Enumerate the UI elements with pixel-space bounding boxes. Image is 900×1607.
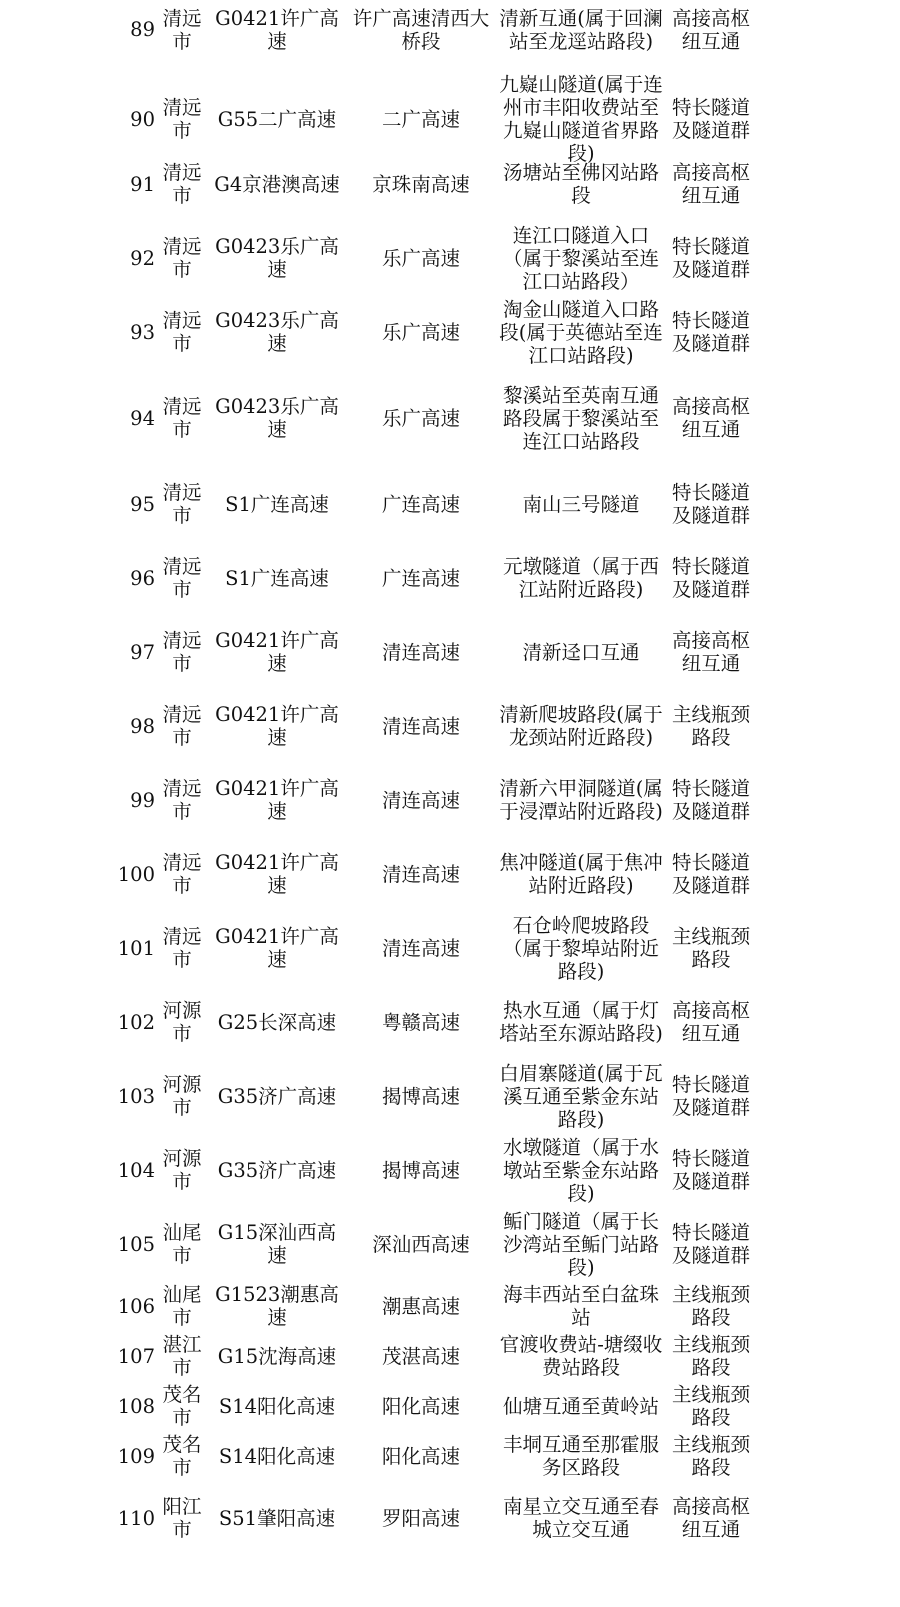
location-cell: 南星立交互通至春城立交互通 bbox=[502, 1495, 659, 1541]
location-cell: 清新六甲洞隧道(属于浸潭站附近路段) bbox=[499, 777, 663, 823]
section-cell: 阳化高速 bbox=[381, 1444, 460, 1468]
type-cell: 特长隧道及隧道群 bbox=[672, 309, 751, 355]
road-cell: G55二广高速 bbox=[217, 107, 337, 131]
location-cell: 清新互通(属于回澜站至龙逕站路段) bbox=[499, 6, 663, 53]
section-cell: 清连高速 bbox=[381, 640, 460, 664]
road-cell: G0421许广高速 bbox=[215, 851, 339, 897]
row-number: 109 bbox=[117, 1444, 155, 1468]
row-number: 96 bbox=[130, 566, 155, 590]
section-cell: 阳化高速 bbox=[381, 1394, 460, 1418]
row-number: 105 bbox=[117, 1232, 155, 1256]
location-cell: 焦冲隧道(属于焦冲站附近路段) bbox=[499, 851, 663, 897]
type-cell: 特长隧道及隧道群 bbox=[672, 1073, 751, 1119]
row-number: 97 bbox=[130, 640, 155, 664]
location-cell: 鲘门隧道（属于长沙湾站至鲘门站路段) bbox=[502, 1209, 659, 1279]
road-cell: G4京港澳高速 bbox=[214, 172, 340, 196]
row-number: 95 bbox=[130, 492, 155, 516]
table-row bbox=[0, 1207, 900, 1281]
section-cell: 揭博高速 bbox=[381, 1158, 460, 1182]
location-cell: 海丰西站至白盆珠站 bbox=[502, 1283, 659, 1329]
city-cell: 汕尾市 bbox=[162, 1221, 202, 1267]
city-cell: 清远市 bbox=[162, 309, 202, 355]
city-cell: 清远市 bbox=[162, 96, 202, 142]
section-cell: 二广高速 bbox=[381, 107, 460, 131]
table-row bbox=[0, 1481, 900, 1555]
city-cell: 阳江市 bbox=[162, 1495, 202, 1541]
location-cell: 热水互通（属于灯塔站至东源站路段) bbox=[499, 999, 663, 1045]
city-cell: 清远市 bbox=[162, 555, 202, 601]
location-cell: 南山三号隧道 bbox=[522, 492, 640, 516]
location-cell: 清新爬坡路段(属于龙颈站附近路段) bbox=[499, 703, 663, 749]
type-cell: 主线瓶颈路段 bbox=[672, 1433, 751, 1479]
row-number: 94 bbox=[130, 406, 155, 430]
type-cell: 高接高枢纽互通 bbox=[672, 161, 751, 207]
location-cell: 淘金山隧道入口路段(属于英德站至连江口站路段) bbox=[499, 297, 663, 367]
type-cell: 特长隧道及隧道群 bbox=[672, 235, 751, 281]
road-cell: G1523潮惠高速 bbox=[215, 1283, 339, 1329]
type-cell: 特长隧道及隧道群 bbox=[672, 1221, 751, 1267]
row-number: 108 bbox=[117, 1394, 155, 1418]
table-row bbox=[0, 1331, 900, 1381]
road-cell: G0421许广高速 bbox=[215, 925, 339, 971]
row-number: 99 bbox=[130, 788, 155, 812]
location-cell: 黎溪站至英南互通路段属于黎溪站至连江口站路段 bbox=[502, 383, 659, 453]
row-number: 101 bbox=[117, 936, 155, 960]
table-row bbox=[0, 1431, 900, 1481]
road-cell: G25长深高速 bbox=[217, 1010, 337, 1034]
section-cell: 揭博高速 bbox=[381, 1084, 460, 1108]
city-cell: 河源市 bbox=[162, 1147, 202, 1193]
section-cell: 潮惠高速 bbox=[381, 1294, 460, 1318]
road-cell: G0421许广高速 bbox=[215, 777, 339, 823]
road-cell: G0423乐广高速 bbox=[215, 309, 339, 355]
type-cell: 主线瓶颈路段 bbox=[672, 1333, 751, 1379]
city-cell: 汕尾市 bbox=[162, 1283, 202, 1329]
road-cell: S14阳化高速 bbox=[218, 1394, 336, 1418]
table-row bbox=[0, 763, 900, 837]
table-row bbox=[0, 0, 900, 73]
road-cell: S1广连高速 bbox=[225, 566, 329, 590]
road-cell: G35济广高速 bbox=[217, 1084, 337, 1108]
row-number: 107 bbox=[117, 1344, 155, 1368]
section-cell: 清连高速 bbox=[381, 714, 460, 738]
section-cell: 茂湛高速 bbox=[381, 1344, 460, 1368]
row-number: 102 bbox=[117, 1010, 155, 1034]
row-number: 104 bbox=[117, 1158, 155, 1182]
location-cell: 白眉寨隧道(属于瓦溪互通至紫金东站路段) bbox=[499, 1061, 663, 1131]
section-cell: 罗阳高速 bbox=[381, 1506, 460, 1530]
type-cell: 特长隧道及隧道群 bbox=[672, 481, 751, 527]
location-cell: 清新迳口互通 bbox=[522, 640, 640, 664]
row-number: 106 bbox=[117, 1294, 155, 1318]
row-number: 98 bbox=[130, 714, 155, 738]
table-row bbox=[0, 467, 900, 541]
city-cell: 清远市 bbox=[162, 925, 202, 971]
row-number: 90 bbox=[130, 107, 155, 131]
road-cell: G0421许广高速 bbox=[215, 629, 339, 675]
section-cell: 广连高速 bbox=[381, 566, 460, 590]
section-cell: 粤赣高速 bbox=[381, 1010, 460, 1034]
road-cell: G15沈海高速 bbox=[217, 1344, 337, 1368]
type-cell: 高接高枢纽互通 bbox=[672, 629, 751, 675]
section-cell: 清连高速 bbox=[381, 936, 460, 960]
row-number: 110 bbox=[117, 1506, 155, 1530]
city-cell: 清远市 bbox=[162, 629, 202, 675]
road-cell: S1广连高速 bbox=[225, 492, 329, 516]
road-cell: G0421许广高速 bbox=[215, 703, 339, 749]
type-cell: 特长隧道及隧道群 bbox=[672, 96, 751, 142]
section-cell: 清连高速 bbox=[381, 788, 460, 812]
road-cell: G0423乐广高速 bbox=[215, 395, 339, 441]
table-row bbox=[0, 73, 900, 165]
location-cell: 连江口隧道入口（属于黎溪站至连江口站路段） bbox=[502, 223, 659, 293]
city-cell: 清远市 bbox=[162, 395, 202, 441]
city-cell: 清远市 bbox=[162, 6, 202, 53]
road-cell: S14阳化高速 bbox=[218, 1444, 336, 1468]
type-cell: 特长隧道及隧道群 bbox=[672, 851, 751, 897]
location-cell: 汤塘站至佛冈站路段 bbox=[502, 161, 659, 207]
row-number: 100 bbox=[117, 862, 155, 886]
location-cell: 石仓岭爬坡路段（属于黎埠站附近路段) bbox=[502, 913, 659, 983]
type-cell: 高接高枢纽互通 bbox=[672, 395, 751, 441]
table-row bbox=[0, 221, 900, 295]
row-number: 91 bbox=[130, 172, 155, 196]
city-cell: 清远市 bbox=[162, 235, 202, 281]
city-cell: 茂名市 bbox=[162, 1383, 202, 1429]
location-cell: 官渡收费站-塘缀收费站路段 bbox=[499, 1333, 663, 1379]
city-cell: 河源市 bbox=[162, 999, 202, 1045]
table-row bbox=[0, 689, 900, 763]
section-cell: 乐广高速 bbox=[381, 246, 460, 270]
table-row bbox=[0, 369, 900, 467]
city-cell: 清远市 bbox=[162, 777, 202, 823]
type-cell: 主线瓶颈路段 bbox=[672, 1283, 751, 1329]
location-cell: 丰垌互通至那霍服务区路段 bbox=[502, 1433, 659, 1479]
table-row bbox=[0, 985, 900, 1059]
table-row bbox=[0, 1381, 900, 1431]
road-cell: G0423乐广高速 bbox=[215, 235, 339, 281]
row-number: 103 bbox=[117, 1084, 155, 1108]
type-cell: 特长隧道及隧道群 bbox=[672, 555, 751, 601]
city-cell: 清远市 bbox=[162, 851, 202, 897]
city-cell: 清远市 bbox=[162, 481, 202, 527]
table-row bbox=[0, 1133, 900, 1207]
city-cell: 清远市 bbox=[162, 161, 202, 207]
location-cell: 九嶷山隧道(属于连州市丰阳收费站至九嶷山隧道省界路段) bbox=[499, 73, 663, 165]
section-cell: 乐广高速 bbox=[381, 406, 460, 430]
location-cell: 元墩隧道（属于西江站附近路段) bbox=[502, 555, 659, 601]
type-cell: 高接高枢纽互通 bbox=[672, 1495, 751, 1541]
table-row bbox=[0, 837, 900, 911]
table-row bbox=[0, 1059, 900, 1133]
type-cell: 高接高枢纽互通 bbox=[672, 6, 751, 53]
city-cell: 清远市 bbox=[162, 703, 202, 749]
type-cell: 主线瓶颈路段 bbox=[672, 925, 751, 971]
road-cell: G0421许广高速 bbox=[215, 6, 339, 53]
table-row bbox=[0, 615, 900, 689]
section-cell: 许广高速清西大桥段 bbox=[352, 6, 490, 53]
section-cell: 广连高速 bbox=[381, 492, 460, 516]
type-cell: 特长隧道及隧道群 bbox=[672, 777, 751, 823]
type-cell: 特长隧道及隧道群 bbox=[672, 1147, 751, 1193]
row-number: 89 bbox=[130, 18, 155, 41]
type-cell: 高接高枢纽互通 bbox=[672, 999, 751, 1045]
type-cell: 主线瓶颈路段 bbox=[672, 1383, 751, 1429]
row-number: 93 bbox=[130, 320, 155, 344]
city-cell: 河源市 bbox=[162, 1073, 202, 1119]
city-cell: 茂名市 bbox=[162, 1433, 202, 1479]
road-cell: G35济广高速 bbox=[217, 1158, 337, 1182]
row-number: 92 bbox=[130, 246, 155, 270]
table-row bbox=[0, 541, 900, 615]
section-cell: 深汕西高速 bbox=[372, 1232, 470, 1256]
road-cell: G15深汕西高速 bbox=[217, 1221, 337, 1267]
city-cell: 湛江市 bbox=[162, 1333, 202, 1379]
section-cell: 清连高速 bbox=[381, 862, 460, 886]
section-cell: 京珠南高速 bbox=[372, 172, 470, 196]
table-row bbox=[0, 147, 900, 221]
road-cell: S51肇阳高速 bbox=[218, 1506, 336, 1530]
section-cell: 乐广高速 bbox=[381, 320, 460, 344]
table-row bbox=[0, 295, 900, 369]
location-cell: 仙塘互通至黄岭站 bbox=[502, 1394, 659, 1418]
location-cell: 水墩隧道（属于水墩站至紫金东站路段) bbox=[502, 1135, 659, 1205]
table-row bbox=[0, 911, 900, 985]
type-cell: 主线瓶颈路段 bbox=[672, 703, 751, 749]
table-row bbox=[0, 1281, 900, 1331]
